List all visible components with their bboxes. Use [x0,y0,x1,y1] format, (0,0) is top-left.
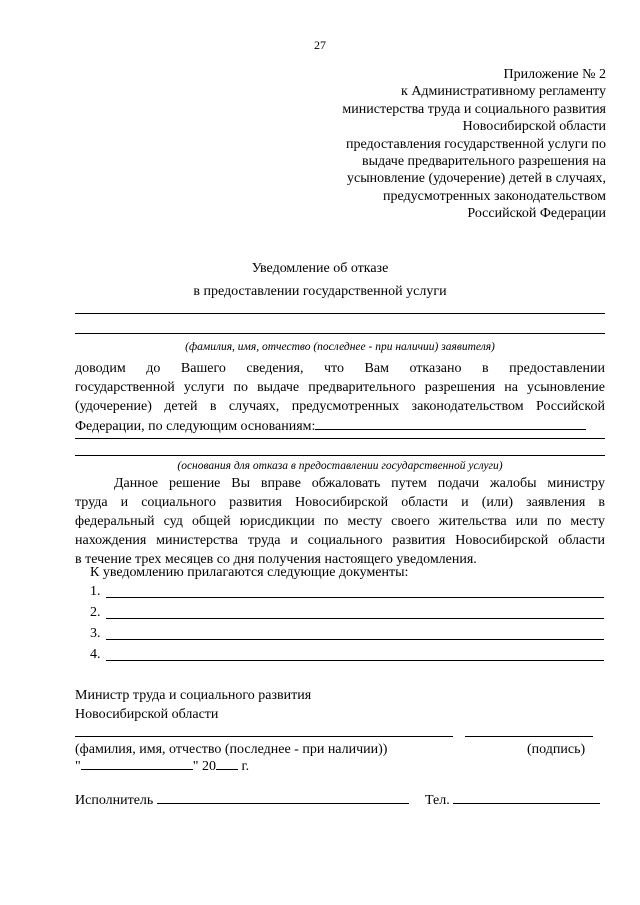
attachment-number: 4. [90,647,101,662]
attachments-intro: К уведомлению прилагаются следующие документы: [90,565,409,580]
date-quote-open: " [75,759,81,774]
document-title [0,257,640,303]
appeal-line: труда и социального развития Новосибирской области и (или) заявления в [75,495,605,510]
executor-row [75,790,409,810]
notice-line-text: Федерации, по следующим основаниям: [75,419,316,434]
grounds-caption: (основания для отказа в предоставлении государственной услуги) [177,460,503,472]
header-line: выдаче предварительного разрешения на [362,154,606,170]
attachment-fill-line[interactable] [106,618,604,619]
header-line: Новосибирской области [462,119,606,135]
grounds-fill-line[interactable] [75,438,605,439]
appeal-line: федеральный суд общей юрисдикции по месту своего жительства или по месту [75,514,605,529]
executor-prefix-line[interactable] [157,790,177,804]
date-year-suffix: г. [241,759,250,774]
date-year-prefix: 20 [201,759,216,774]
appeal-line: нахождения министерства труда и социального развития Новосибирской области [75,533,605,548]
header-line: предусмотренных законодательством [383,188,606,204]
phone-label: Тел. [425,793,450,808]
title-line-2: в предоставлении государственной услуги [193,284,447,299]
header-line: министерства труда и социального развития [342,101,606,117]
applicant-fill-line[interactable] [75,313,605,314]
appeal-line: в течение трех месяцев со дня получения настоящего уведомления. [75,552,477,567]
notice-line: государственной услуги по выдаче предварительного разрешения на усыновление [75,380,605,395]
executor-label: Исполнитель [75,793,154,808]
header-line: Приложение № 2 [503,67,606,82]
attachment-fill-line[interactable] [106,639,604,640]
phone-fill-line[interactable] [453,790,600,804]
name-caption: (фамилия, имя, отчество (последнее - при наличии)) [75,742,388,757]
date-day-month-line[interactable] [81,756,193,770]
appeal-paragraph [75,474,605,569]
applicant-fill-line[interactable] [75,333,605,334]
notice-line: (удочерение) детей в случаях, предусмотренных законодательством Российской [75,399,605,414]
header-line: предоставления государственной услуги по [346,136,606,152]
appeal-line: Данное решение Вы вправе обжаловать путем подачи жалобы министру [114,476,605,491]
notice-line [75,416,605,436]
header-line: к Административному регламенту [401,84,606,100]
signature-caption: (подпись) [527,742,586,757]
header-line: Российской Федерации [467,206,606,222]
minister-position: Министр труда и социального развития [75,688,312,703]
minister-region: Новосибирской области [75,707,219,722]
attachment-number: 1. [90,584,101,599]
attachment-fill-line[interactable] [106,660,604,661]
signature-line[interactable] [465,736,593,737]
title-line-1: Уведомление об отказе [251,261,389,276]
date-year-line[interactable] [216,756,238,770]
attachment-number: 3. [90,626,101,641]
phone-row [425,790,600,810]
minister-name-line[interactable] [75,736,453,737]
header-line: усыновление (удочерение) детей в случаях, [347,171,606,187]
date-field [75,756,249,776]
refusal-notice-paragraph [75,359,605,436]
page-number: 27 [314,38,326,52]
notice-line: доводим до Вашего сведения, что Вам отказано в предоставлении [75,361,605,376]
attachment-number: 2. [90,605,101,620]
applicant-caption: (фамилия, имя, отчество (последнее - при наличии) заявителя) [185,341,495,353]
date-quote-close: " [192,759,199,774]
grounds-fill-line[interactable] [315,416,586,430]
attachment-fill-line[interactable] [106,597,604,598]
executor-name-line[interactable] [177,790,409,804]
grounds-fill-line[interactable] [75,455,605,456]
appendix-header [276,66,606,223]
